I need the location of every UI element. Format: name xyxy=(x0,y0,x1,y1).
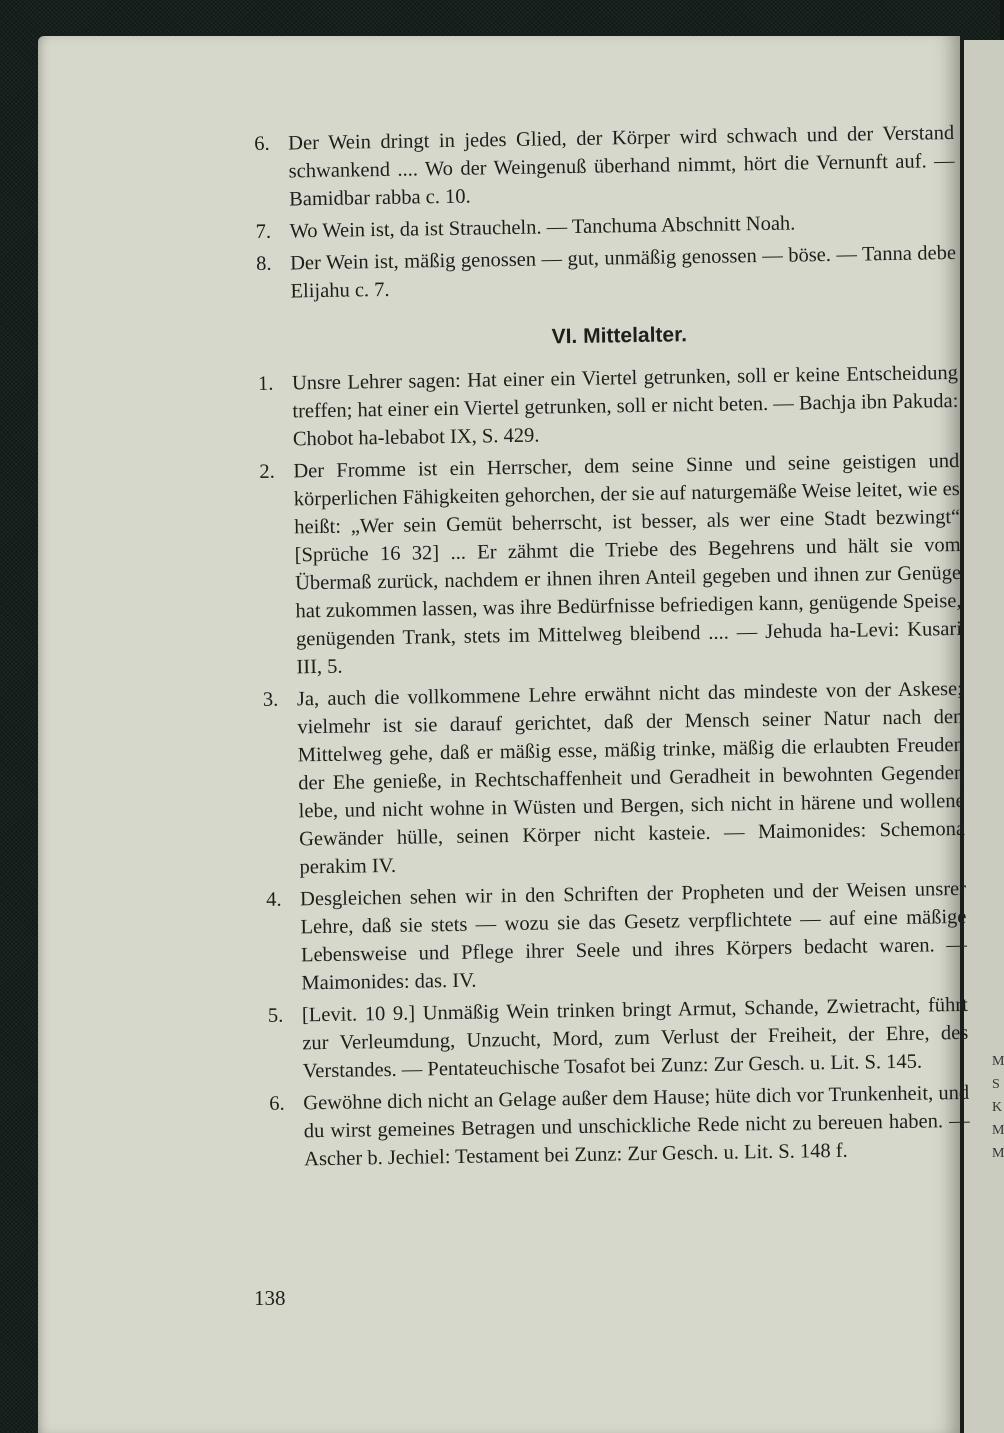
item-number: 1. xyxy=(257,372,274,395)
item-number: 2. xyxy=(259,460,275,483)
list-item xyxy=(256,239,957,306)
peek-letter: M xyxy=(992,1054,1004,1069)
item-text: Der Wein ist, mäßig genossen — gut, unmäßig genossen — böse. — Tanna debe Elijahu c. 7. xyxy=(289,241,957,303)
peek-letter: M xyxy=(992,1146,1004,1161)
page-text xyxy=(254,119,970,1178)
list-item xyxy=(266,875,968,998)
peek-letter: M xyxy=(992,1123,1004,1138)
list-item xyxy=(263,675,966,882)
item-number: 8. xyxy=(255,252,272,275)
list-item xyxy=(258,359,959,454)
item-text: Desgleichen sehen wir in den Schriften der Propheten und der Weisen unsrer Lehre, daß sie stets — wozu sie das Gesetz verpflichtete — auf eine mäßige Lebensweise und Pflege ihrer Seele und ihres Körpers bedacht waren. — Maimonides: das. IV. xyxy=(299,877,968,995)
next-page-edge xyxy=(960,40,1004,1433)
item-number: 3. xyxy=(262,688,279,711)
item-text: Ja, auch die vollkommene Lehre erwähnt nicht das mindeste von der Askese; vielmehr ist sie darauf gerichtet, daß der Mensch seiner Natur nach den Mittelweg gehe, daß er mäßig esse, mäßig trinke, mäßig die erlaubten Freuden der Ehe genieße, in Rechtschaffenheit und Geradheit in bewohnten Gegenden lebe, und nicht wohne in Wüsten und Bergen, sich nicht in härene und wollene Gewänder hülle, seinen Körper nicht kasteie. — Maimonides: Schemona perakim IV. xyxy=(296,677,966,879)
item-number: 5. xyxy=(267,1004,284,1027)
item-text: Der Fromme ist ein Herrscher, dem seine Sinne und seine geistigen und körperlichen Fähigkeiten gehorchen, der sie auf naturgemäße Weise leitet, wie es heißt: „Wer sein Gemüt beherrscht, ist besser, als wer eine Stadt bezwingt“ [Sprüche 16 32] ... Er zähmt die Triebe des Begehrens und hält sie vom Übermaß zurück, nachdem er ihnen ihren Anteil gegeben und ihnen zur Genüge hat zukommen lassen, was ihre Bedürfnisse befriedigen kann, genügende Speise, genügenden Trank, stets im Mittelweg bleibend .... — Jehuda ha-Levi: Kusari III, 5. xyxy=(293,449,963,679)
list-item xyxy=(254,119,955,214)
item-text: [Levit. 10 9.] Unmäßig Wein trinken bringt Armut, Schande, Zwietracht, führt zur Verleumdung, Unzucht, Mord, zum Verlust der Freiheit, der Ehre, des Verstandes. — Pentateuchische Tosafot bei Zunz: Zur Gesch. u. Lit. S. 145. xyxy=(301,993,969,1083)
item-number: 4. xyxy=(265,888,282,911)
peek-letter: S xyxy=(992,1077,1000,1092)
item-number: 7. xyxy=(255,220,272,243)
page-number: 138 xyxy=(254,1286,286,1310)
item-number: 6. xyxy=(269,1092,285,1115)
list-item xyxy=(268,991,969,1086)
list-item xyxy=(259,447,962,682)
list-item xyxy=(269,1079,970,1174)
item-number: 6. xyxy=(254,132,270,155)
peek-letter: K xyxy=(992,1100,1003,1115)
item-text: Gewöhne dich nicht an Gelage außer dem Hause; hüte dich vor Trunkenheit, und du wirst gemeines Betragen und unschickliche Rede nicht zu bereuen haben. — Ascher b. Jechiel: Testament bei Zunz: Zur Gesch. u. Lit. S. 148 f. xyxy=(303,1081,970,1171)
item-text: Wo Wein ist, da ist Straucheln. — Tanchuma Abschnitt Noah. xyxy=(289,212,796,243)
item-text: Unsre Lehrer sagen: Hat einer ein Viertel getrunken, soll er keine Entscheidung treffen; hat einer ein Viertel getrunken, soll er nicht beten. — Bachja ibn Pakuda: Chobot ha-lebabot IX, S. 429. xyxy=(291,361,959,451)
section-heading: VI. Mittelalter. xyxy=(551,323,688,349)
item-text: Der Wein dringt in jedes Glied, der Körper wird schwach und der Verstand schwankend .... Wo der Weingenuß überhand nimmt, hört die Vernunft auf. — Bamidbar rabba c. 10. xyxy=(288,122,955,211)
